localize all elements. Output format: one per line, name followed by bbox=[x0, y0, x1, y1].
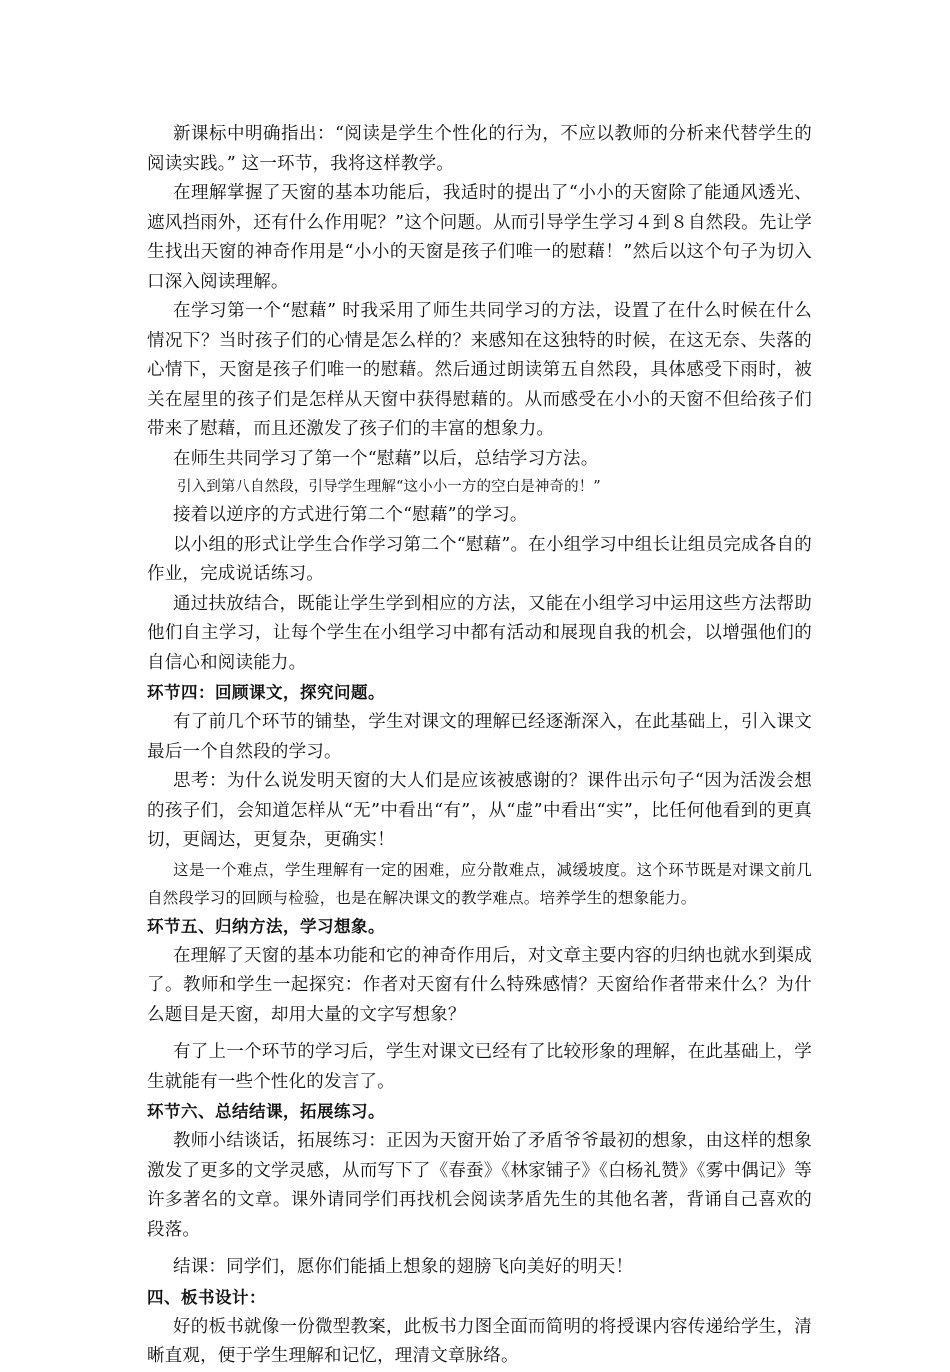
section-heading-step-five: 环节五、归纳方法，学习想象。 bbox=[147, 916, 385, 936]
paragraph-review-intro: 有了前几个环节的铺垫，学生对课文的理解已经逐渐深入，在此基础上，引入课文最后一个自然段的学习。 bbox=[147, 712, 812, 762]
paragraph-difficulty: 这是一个难点，学生理解有一定的困难，应分散难点，减缓坡度。这个环节既是对课文前几自然段学习的回顾与检验，也是在解决课文的教学难点。培养学生的想象能力。 bbox=[147, 860, 812, 907]
paragraph-closing: 结课：同学们，愿你们能插上想象的翅膀飞向美好的明天！ bbox=[173, 1257, 634, 1277]
paragraph-board-design: 好的板书就像一份微型教案，此板书力图全面而简明的将授课内容传递给学生，清晰直观，便于学生理解和记忆，理清文章脉络。 bbox=[147, 1316, 812, 1366]
paragraph-personal-speech: 有了上一个环节的学习后，学生对课文已经有了比较形象的理解，在此基础上，学生就能有一些个性化的发言了。 bbox=[147, 1042, 812, 1092]
paragraph-skylight-function: 在理解掌握了天窗的基本功能后，我适时的提出了“小小的天窗除了能通风透光、遮风挡雨外，还有什么作用呢？”这个问题。从而引导学生学习４到８自然段。先让学生找出天窗的神奇作用是“小小的天窗是孩子们唯一的慰藉！”然后以这个句子为切入口深入阅读理解。 bbox=[147, 183, 812, 292]
section-heading-step-four: 环节四：回顾课文，探究问题。 bbox=[147, 683, 385, 702]
paragraph-group-study: 以小组的形式让学生合作学习第二个“慰藉”。在小组学习中组长让组员完成各自的作业，完成说话练习。 bbox=[147, 534, 812, 584]
paragraph-summary-method: 在师生共同学习了第一个“慰藉”以后，总结学习方法。 bbox=[173, 448, 599, 469]
paragraph-teacher-summary: 教师小结谈话，拓展练习：正因为天窗开始了矛盾爷爷最初的想象，由这样的想象激发了更多的文学灵感，从而写下了《春蚕》《林家铺子》《白杨礼赞》《雾中偶记》等许多著名的文章。课外请同学们再找机会阅读茅盾先生的其他名著，背诵自己喜欢的段落。 bbox=[147, 1131, 812, 1240]
section-heading-board-design: 四、板书设计： bbox=[147, 1287, 266, 1307]
paragraph-curriculum-quote: 新课标中明确指出：“阅读是学生个性化的行为，不应以教师的分析来代替学生的阅读实践。” 这一环节，我将这样教学。 bbox=[147, 124, 812, 174]
section-heading-step-six: 环节六、总结结课，拓展练习。 bbox=[147, 1102, 385, 1121]
paragraph-think-question: 思考：为什么说发明天窗的大人们是应该被感谢的？课件出示句子“因为活泼会想的孩子们，会知道怎样从“无”中看出“有”，从“虚”中看出“实”，比任何他看到的更真切，更阔达，更复杂，更确实！ bbox=[147, 771, 812, 850]
document-body bbox=[147, 120, 812, 1372]
paragraph-eighth-section: 引入到第八自然段，引导学生理解“这小小一方的空白是神奇的！” bbox=[177, 479, 601, 495]
paragraph-guided-practice: 通过扶放结合，既能让学生学到相应的方法，又能在小组学习中运用这些方法帮助他们自主学习，让每个学生在小组学习中都有活动和展现自我的机会，以增强他们的自信心和阅读能力。 bbox=[147, 593, 812, 673]
paragraph-first-comfort: 在学习第一个“慰藉” 时我采用了师生共同学习的方法，设置了在什么时候在什么情况下？当时孩子们的心情是怎么样的？来感知在这独特的时候，在这无奈、失落的心情下，天窗是孩子们唯一的慰藉。然后通过朗读第五自然段，具体感受下雨时，被关在屋里的孩子们是怎样从天窗中获得慰藉的。从而感受在小小的天窗不但给孩子们带来了慰藉，而且还激发了孩子们的丰富的想象力。 bbox=[147, 301, 812, 439]
paragraph-reverse-order: 接着以逆序的方式进行第二个“慰藉”的学习。 bbox=[173, 505, 528, 525]
paragraph-explore-feelings: 在理解了天窗的基本功能和它的神奇作用后，对文章主要内容的归纳也就水到渠成了。教师和学生一起探究：作者对天窗有什么特殊感情？天窗给作者带来什么？为什么题目是天窗，却用大量的文字写想象？ bbox=[147, 945, 812, 1025]
